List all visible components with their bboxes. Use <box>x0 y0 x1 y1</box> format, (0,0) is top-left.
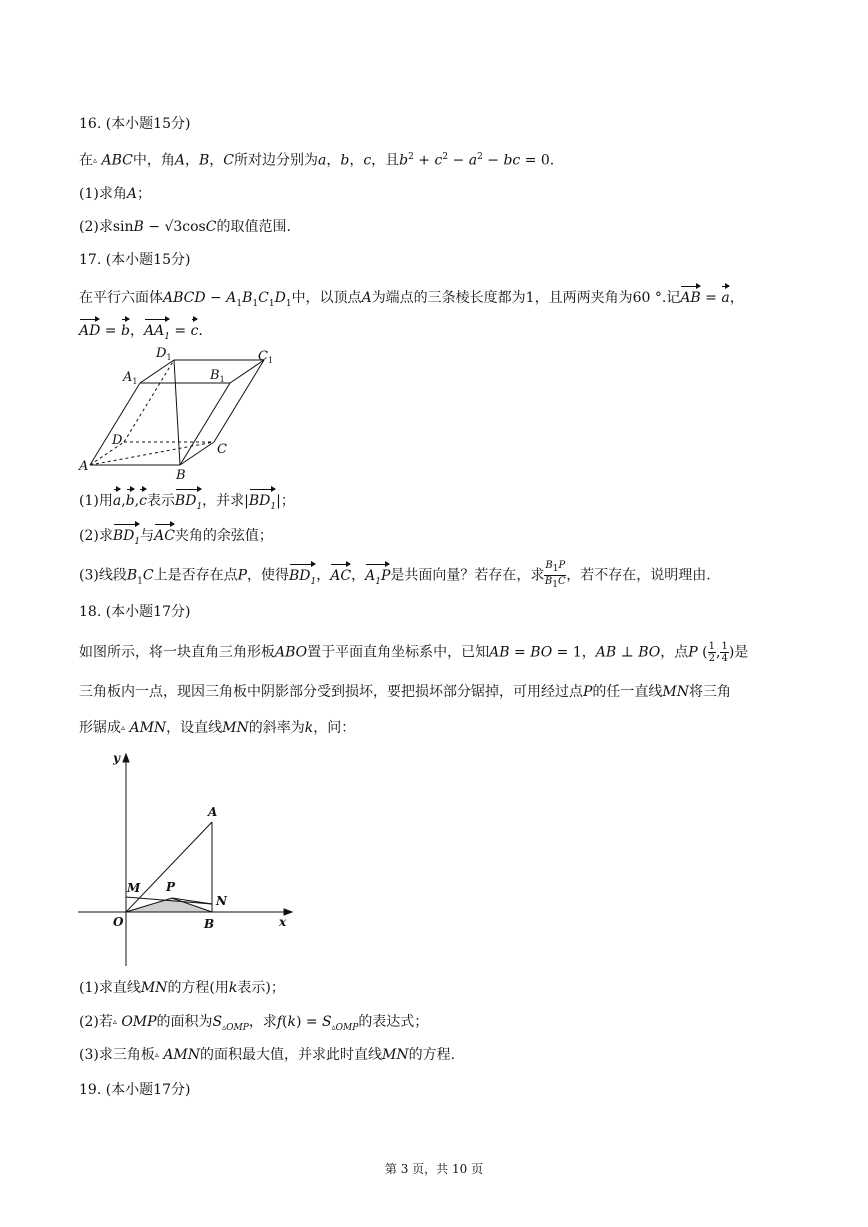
label-A: A <box>79 459 89 474</box>
q18-stem-line3: 形锯成▵ AMN，设直线MN的斜率为k，问： <box>79 720 356 736</box>
edge-AA1 <box>90 383 140 465</box>
q18-part3: (3)求三角板▵ AMN的面积最大值，并求此时直线MN的方程. <box>79 1047 456 1063</box>
q17-header: 17. (本小题15分) <box>79 252 191 268</box>
label-x: x <box>279 915 287 929</box>
q18-part1: (1)求直线MN的方程(用k表示)； <box>79 980 285 996</box>
label-B: B <box>176 468 186 481</box>
q16-part1: (1)求角A； <box>79 186 151 202</box>
q16-header: 16. (本小题15分) <box>79 116 191 132</box>
q17-stem-line2: AD = b，$AA_1 = c$. <box>79 318 203 347</box>
q17-part1: (1)用a,b,c表示$BD_1$，并求$|BD_1|$； <box>79 488 295 517</box>
label-C: C <box>217 442 227 457</box>
q17-part3: (3)线段$B_1C$上是否存在点P，使得$BD_1$，AC，$A_1P$是共面向量？若存在，求 $\frac{B_1P}{B_1C}$ ，若不存在，说明理由. <box>79 560 711 590</box>
label-y: y <box>113 751 120 765</box>
label-P: P <box>166 880 176 894</box>
diagonal-AC <box>90 442 214 465</box>
q18-stem-line1: 如图所示，将一块直角三角形板ABO置于平面直角坐标系中，已知AB = BO = 1，AB ⊥ BO，点P ( $\frac{1}{2}$ , $\frac{1}{4}$ )是 <box>79 641 749 664</box>
label-C1: $C_1$ <box>258 349 274 365</box>
label-M: M <box>127 881 141 895</box>
label-B: B <box>204 917 215 931</box>
q16-stem: 在▵ ABC中，角A，B，C所对边分别为a，b，c，且$b^2 + c^2 - a^2$ − bc = 0. <box>79 152 555 169</box>
q18-header: 18. (本小题17分) <box>79 604 191 620</box>
q16-part2: (2)求sinB − √3cosC的取值范围. <box>79 219 291 235</box>
coordinate-triangle-figure <box>76 748 296 970</box>
q17-part2: (2)求$BD_1$与AC夹角的余弦值； <box>79 523 273 552</box>
q18-stem-line2: 三角板内一点，现因三角板中阴影部分受到损坏，要把损坏部分锯掉，可用经过点P的任一直线MN将三角 <box>79 684 732 700</box>
q19-header: 19. (本小题17分) <box>79 1082 191 1098</box>
page-footer: 第 3 页，共 10 页 <box>384 1162 484 1176</box>
label-B1: $B_1$ <box>210 368 225 384</box>
edge-CC1 <box>214 360 264 442</box>
y-axis-arrow <box>123 754 129 762</box>
label-N: N <box>216 894 227 908</box>
parallelepiped-figure <box>76 343 286 481</box>
label-O: O <box>113 915 124 929</box>
q17-stem-line1: 在平行六面体ABCD − $A_1B_1C_1D_1$中，以顶点A为端点的三条棱长度都为1，且两两夹角为60 °.记AB = a， <box>79 285 744 314</box>
label-D: D <box>112 433 123 448</box>
q18-part2: (2)若▵ OMP的面积为$S_{▵OMP}$，求$f(k) = S_{▵OMP}$的表达式； <box>79 1014 429 1033</box>
label-D1: $D_1$ <box>156 346 172 362</box>
label-A: A <box>208 805 218 819</box>
edge-A1D1 <box>140 360 174 383</box>
label-A1: $A_1$ <box>123 370 138 386</box>
